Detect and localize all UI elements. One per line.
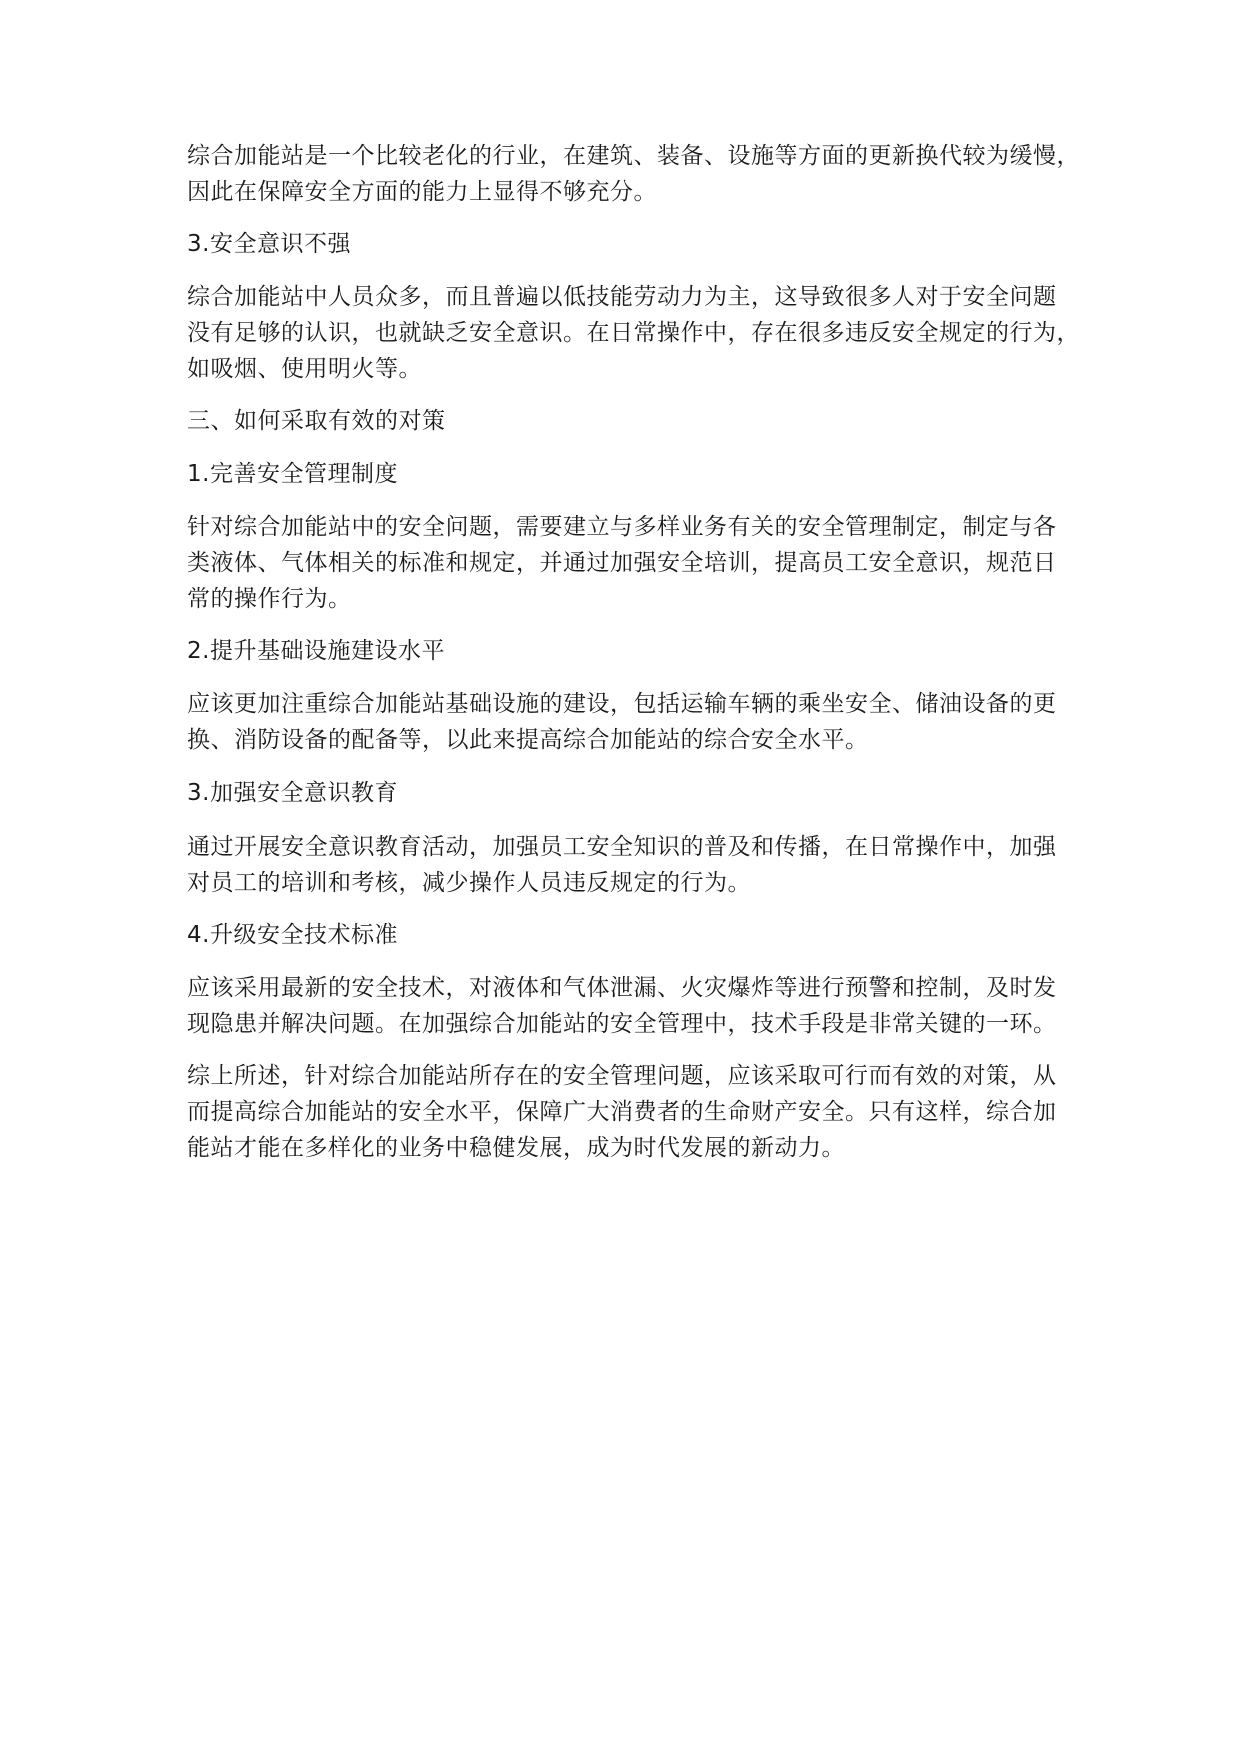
text-line: 综合加能站中人员众多，而且普遍以低技能劳动力为主，这导致很多人对于安全问题 — [187, 284, 1057, 310]
paragraph-safety-education — [187, 829, 1077, 901]
paragraph-technology-standards — [187, 970, 1077, 1042]
heading-safety-education: 3.加强安全意识教育 — [187, 780, 398, 806]
section-heading-countermeasures: 三、如何采取有效的对策 — [187, 408, 446, 434]
text-line: 如吸烟、使用明火等。 — [187, 356, 422, 382]
text-line: 应该更加注重综合加能站基础设施的建设，包括运输车辆的乘坐安全、储油设备的更 — [187, 691, 1057, 717]
heading-technology-standards: 4.升级安全技术标准 — [187, 922, 398, 948]
text-line: 综合加能站是一个比较老化的行业，在建筑、装备、设施等方面的更新换代较为缓慢， — [187, 143, 1080, 169]
text-line: 现隐患并解决问题。在加强综合加能站的安全管理中，技术手段是非常关键的一环。 — [187, 1011, 1057, 1037]
text-line: 通过开展安全意识教育活动，加强员工安全知识的普及和传播，在日常操作中，加强 — [187, 834, 1057, 860]
text-line: 因此在保障安全方面的能力上显得不够充分。 — [187, 179, 657, 205]
paragraph-conclusion — [187, 1058, 1077, 1166]
text-line: 类液体、气体相关的标准和规定，并通过加强安全培训，提高员工安全意识，规范日 — [187, 550, 1057, 576]
text-line: 应该采用最新的安全技术，对液体和气体泄漏、火灾爆炸等进行预警和控制，及时发 — [187, 975, 1057, 1001]
paragraph-aging-industry — [187, 138, 1080, 210]
heading-infrastructure: 2.提升基础设施建设水平 — [187, 638, 445, 664]
text-line: 而提高综合加能站的安全水平，保障广大消费者的生命财产安全。只有这样，综合加 — [187, 1099, 1057, 1125]
text-line: 没有足够的认识，也就缺乏安全意识。在日常操作中，存在很多违反安全规定的行为， — [187, 320, 1080, 346]
paragraph-personnel — [187, 279, 1080, 387]
text-line: 能站才能在多样化的业务中稳健发展，成为时代发展的新动力。 — [187, 1135, 845, 1161]
heading-management-system: 1.完善安全管理制度 — [187, 461, 398, 487]
heading-weak-safety-awareness: 3.安全意识不强 — [187, 231, 351, 257]
text-line: 综上所述，针对综合加能站所存在的安全管理问题，应该采取可行而有效的对策，从 — [187, 1063, 1057, 1089]
text-line: 换、消防设备的配备等，以此来提高综合加能站的综合安全水平。 — [187, 727, 869, 753]
paragraph-management-system — [187, 509, 1077, 617]
paragraph-infrastructure — [187, 686, 1077, 758]
text-line: 常的操作行为。 — [187, 586, 352, 612]
text-line: 对员工的培训和考核，减少操作人员违反规定的行为。 — [187, 870, 751, 896]
text-line: 针对综合加能站中的安全问题，需要建立与多样业务有关的安全管理制定，制定与各 — [187, 514, 1057, 540]
document-page — [187, 0, 1080, 1754]
